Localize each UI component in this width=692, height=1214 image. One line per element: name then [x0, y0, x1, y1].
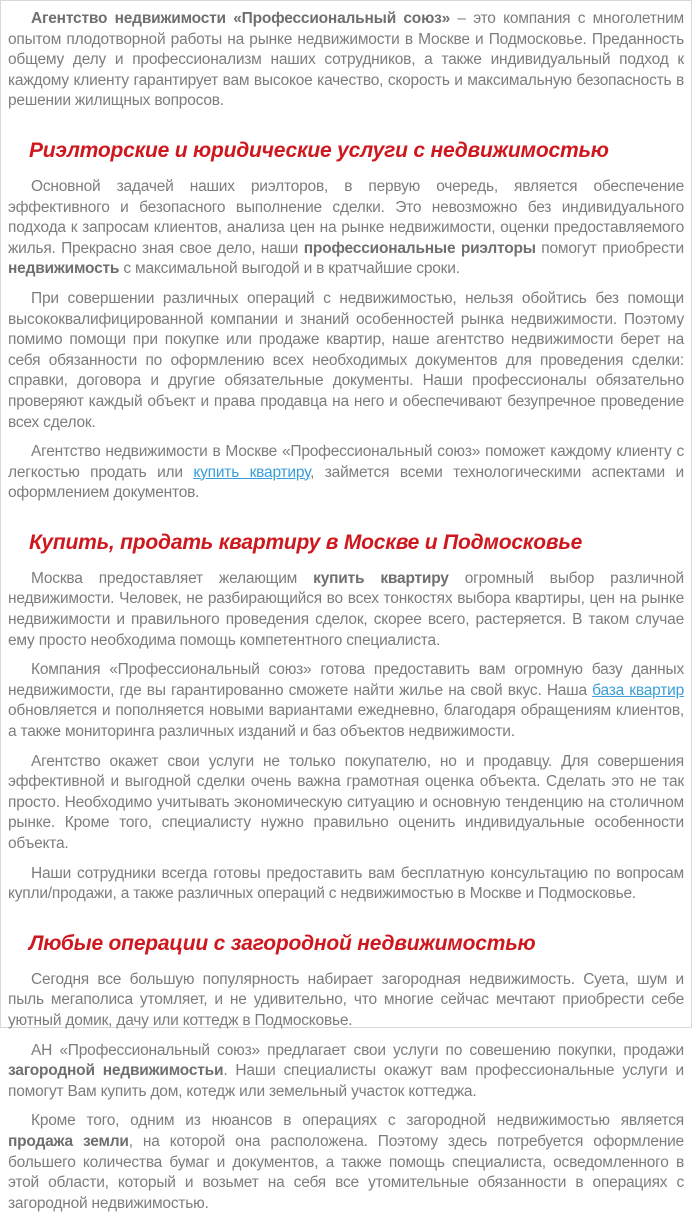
text-segment: Компания «Профессиональный союз» готова предоставить вам огромную базу данных недвижимости, где вы гарантированно сможете найти жилье на свой вкус. Наша — [8, 661, 684, 699]
text-segment: , на которой она расположена. Поэтому здесь потребуется оформление большего количества бумаг и документов, а также помощь специалиста, осведомленного в этой области, который и возьмет на себя все утомительные обязанности в операциях с загородной недвижимостью. — [8, 1132, 684, 1212]
text-segment: – это компания с многолетним опытом плодотворной работы на рынке недвижимости в Москве и Подмосковье. Преданность общему делу и профессионализм наших сотрудников, а также индивидуальный подход к каждому клиенту гарантирует вам высокое качество, скорость и максимальную безопасность в решении жилищных вопросов. — [8, 10, 684, 110]
text-segment: , займется всеми технологическими аспектами и оформлением документов. — [8, 463, 684, 502]
text-segment: При совершении различных операций с недвижимостью, нельзя обойтись без помощи высококвалифицированной компании и знаний особенностей рынка недвижимости. Поэтому помимо помощи при покупке или продаже квартир, наше агентство недвижимости берет на себя обязанности по оформлению всех необходимых документов для проведения сделки: справки, договора и другие обязательные документы. Наши профессионалы обязательно проверяют каждый объект и права продавца на него и обеспечивают безупречное проведение всех сделок. — [8, 289, 684, 431]
paragraph-land-sale — [8, 1111, 684, 1214]
bold-text: загородной недвижимостьи — [8, 1062, 224, 1080]
section-heading-country-estate: Любые операции с загородной недвижимостью — [29, 931, 536, 955]
text-segment: огромный выбор различной недвижимости. Человек, не разбирающийся во всех тонкостях выбора квартиры, цен на рынке недвижимости и правильного проведения сделок, скорее всего, растеряется. В таком случае ему просто необходима помощь компетентного специалиста. — [8, 569, 684, 649]
intro-paragraph — [8, 9, 684, 112]
paragraph-documents — [8, 289, 684, 433]
text-segment: АН «Профессиональный союз» предлагает свои услуги по совешению покупки, продажи — [31, 1041, 684, 1059]
text-segment: . Наши специалисты окажут вам профессиональные услуги и помогут Вам купить дом, котедж или земельный участок коттеджа. — [8, 1062, 684, 1100]
paragraph-agency-moscow — [8, 442, 684, 504]
bold-text: продажа земли — [8, 1132, 129, 1150]
section-heading-realtor-services: Риэлторские и юридические услуги с недвижимостью — [29, 138, 609, 162]
text-segment: Агентство недвижимости в Москве «Профессиональный союз» поможет каждому клиенту с легкостью продать или — [8, 443, 684, 481]
bold-text: купить квартиру — [313, 569, 449, 587]
text-segment: помогут приобрести — [535, 239, 684, 257]
section-heading-buy-sell: Купить, продать квартиру в Москве и Подмосковье — [29, 530, 583, 554]
inline-link[interactable]: база квартир — [592, 681, 684, 699]
text-segment: с максимальной выгодой и в кратчайшие сроки. — [119, 260, 460, 278]
paragraph-country-services — [8, 1041, 684, 1103]
bold-text: недвижимость — [8, 260, 120, 278]
inline-link[interactable]: купить квартиру — [193, 463, 311, 481]
paragraph-seller-services — [8, 752, 684, 855]
text-segment: Сегодня все большую популярность набирает загородная недвижимость. Суета, шум и пыль мегаполиса утомляет, и не удивительно, что многие сейчас мечтают приобрести себе уютный домик, дачу или коттедж в Подмосковье. — [8, 970, 684, 1029]
bold-text: профессиональные риэлторы — [303, 239, 536, 257]
text-segment: Москва предоставляет желающим — [31, 569, 314, 587]
text-segment: Агентство окажет свои услуги не только покупателю, но и продавцу. Для совершения эффективной и выгодной сделки очень важна грамотная оценка объекта. Сделать это не так просто. Необходимо учитывать экономическую ситуацию и основную тенденцию на столичном рынке. Кроме того, специалисту нужно правильно оценить индивидуальные особенности объекта. — [8, 752, 684, 852]
text-segment: Наши сотрудники всегда готовы предоставить вам бесплатную консультацию по вопросам купли/продажи, а также различных операций с недвижимостью в Москве и Подмосковье. — [8, 864, 684, 903]
paragraph-free-consultation — [8, 864, 684, 905]
paragraph-database — [8, 660, 684, 742]
paragraph-realtor-tasks — [8, 177, 684, 280]
text-segment: обновляется и пополняется новыми вариантами ежедневно, благодаря обращениям клиентов, а также мониторинга различных изданий и баз объектов недвижимости. — [8, 702, 684, 741]
bold-text: Агентство недвижимости «Профессиональный союз» — [31, 10, 451, 27]
paragraph-country-popularity — [8, 970, 684, 1032]
paragraph-moscow-choice — [8, 569, 684, 651]
article-body — [8, 9, 684, 1214]
text-segment: Кроме того, одним из нюансов в операциях с загородной недвижимостью является — [31, 1112, 684, 1130]
text-segment: Основной задачей наших риэлторов, в первую очередь, является обеспечение эффективного и безопасного выполнение сделки. Это невозможно без индивидуального подхода к запросам клиентов, анализа цен на рынке недвижимости, оценки предоставляемого жилья. Прекрасно зная свое дело, наши — [8, 177, 684, 257]
